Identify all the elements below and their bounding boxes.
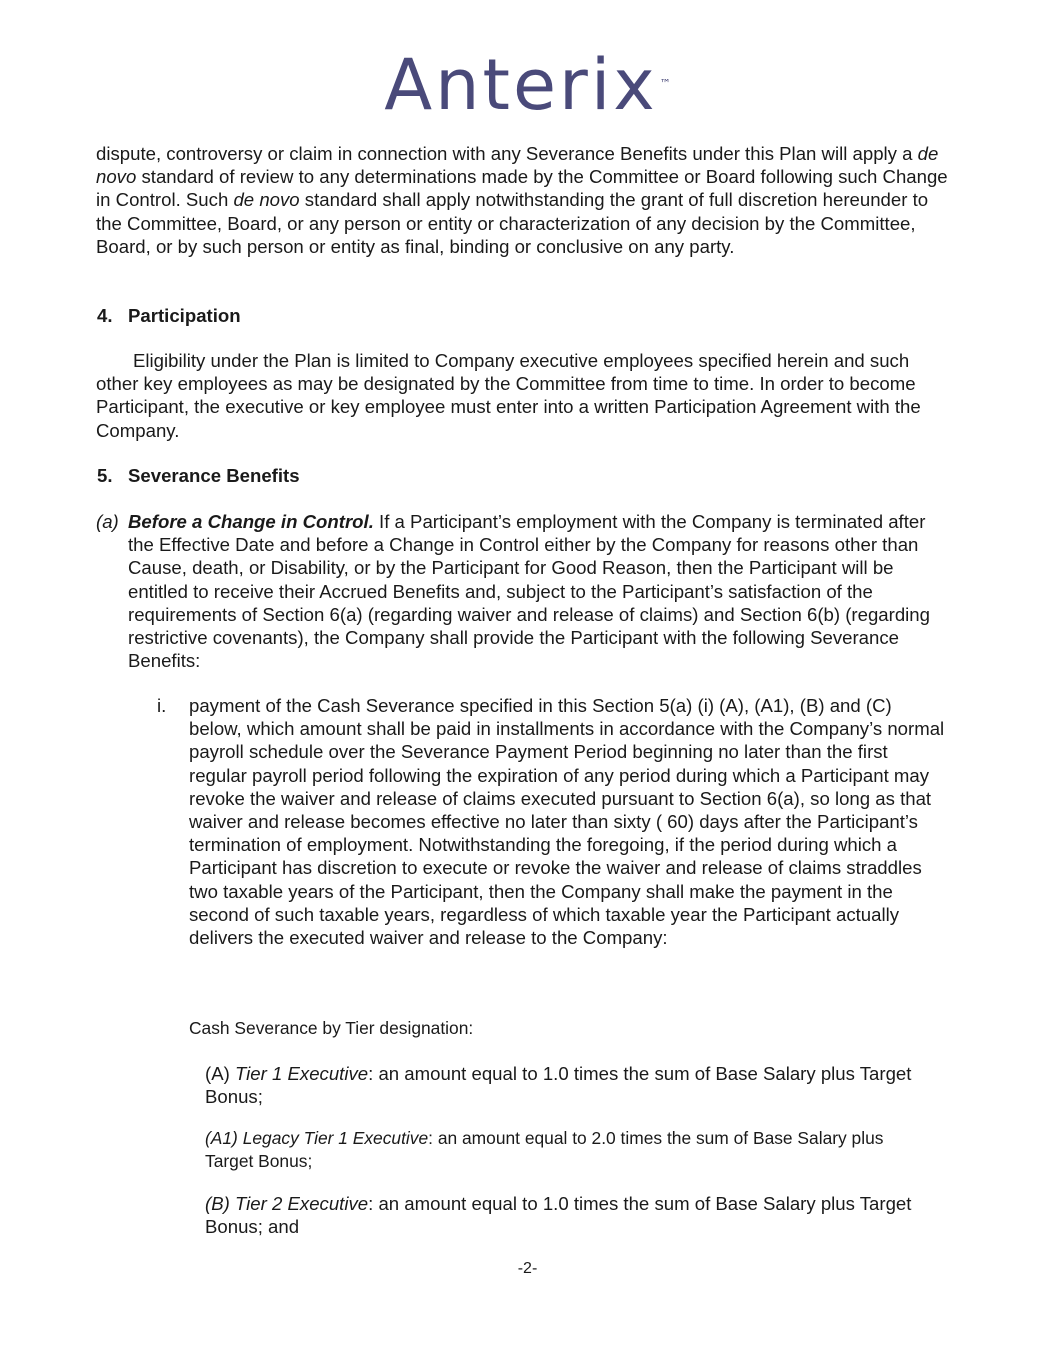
section-5a-title: Before a Change in Control. [128,511,374,532]
company-logo: Anterix ™ [384,44,671,126]
section-5a-i [157,694,947,949]
section-5a-i-label: i. [157,695,167,716]
tier-a: (A) Tier 1 Executive: an amount equal to 1.0 times the sum of Base Salary plus Target Bonus; [205,1063,912,1108]
section-5a-i-text: payment of the Cash Severance specified in this Section 5(a) (i) (A), (A1), (B) and (C) below, which amount shall be paid in installments in accordance with the Company’s normal payroll schedule over the Severance Payment Period beginning no later than the first regular payroll period following the expiration of any period during which a Participant may revoke the waiver and release of claims executed pursuant to Section 6(a), so long as that waiver and release becomes effective no later than sixty ( 60) days after the Participant’s termination of employment. Notwithstanding the foregoing, if the period during which a Participant has discretion to execute or revoke the waiver and release of claims straddles two taxable years of the Participant, then the Company shall make the payment in the second of such taxable years, regardless of which taxable year the Participant actually delivers the executed waiver and release to the Company: [189,695,945,949]
tier-a1: (A1) Legacy Tier 1 Executive: an amount equal to 2.0 times the sum of Base Salary plus Target Bonus; [205,1128,884,1172]
section-4-paragraph: Eligibility under the Plan is limited to Company executive employees specified herein and such other key employees as may be designated by the Committee from time to time. In order to become Participant, the executive or key employee must enter into a written Participation Agreement with the Company. [96,350,921,441]
tier-b: (B) Tier 2 Executive: an amount equal to 1.0 times the sum of Base Salary plus Target Bonus; and [205,1193,912,1238]
section-5-heading: 5. Severance Benefits [97,465,300,486]
section-5a-label: (a) [96,511,119,532]
page-number: -2- [517,1260,538,1277]
intro-paragraph: dispute, controversy or claim in connection with any Severance Benefits under this Plan will apply a de novo standard of review to any determinations made by the Committee or Board following such Change in Control. Such de novo standard shall apply notwithstanding the grant of full discretion hereunder to the Committee, Board, or any person or entity or characterization of any decision by the Committee, Board, or by such person or entity as final, binding or conclusive on any party. [96,143,948,257]
section-4-heading: 4. Participation [97,305,241,326]
section-5a [96,510,956,672]
section-5a-text: If a Participant’s employment with the Company is terminated after the Effective Date and before a Change in Control either by the Company for reasons other than Cause, death, or Disability, or by the Participant for Good Reason, then the Participant will be entitled to receive their Accrued Benefits and, subject to the Participant’s satisfaction of the requirements of Section 6(a) (regarding waiver and release of claims) and Section 6(b) (regarding restrictive covenants), the Company shall provide the Participant with the following Severance Benefits: [128,511,930,672]
tier-intro: Cash Severance by Tier designation: [189,1018,474,1038]
